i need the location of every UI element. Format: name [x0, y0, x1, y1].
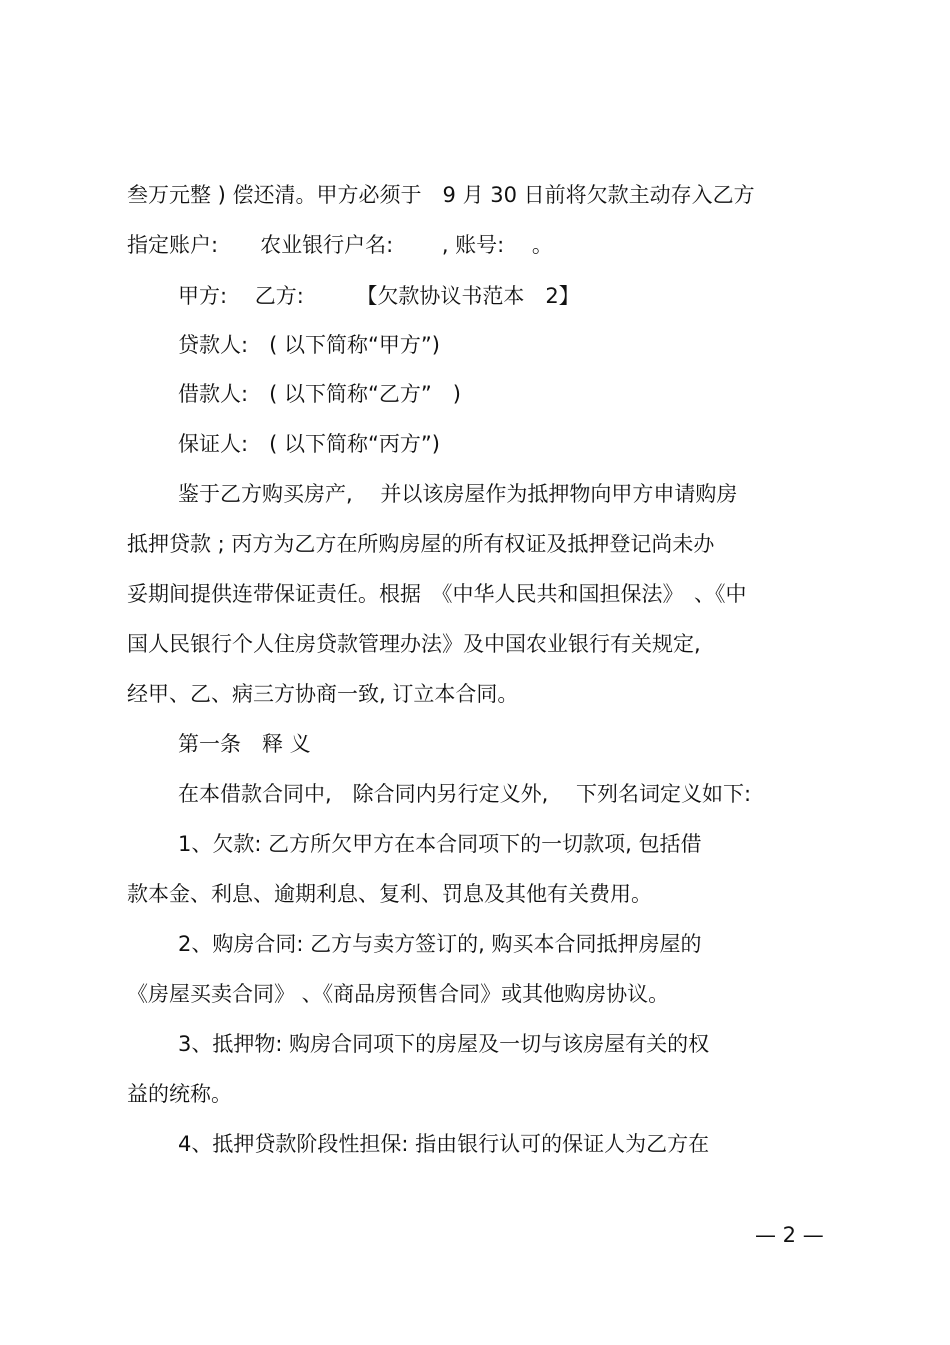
text-line: 指定账户: 农业银行户名: , 账号: 。	[127, 233, 553, 257]
text-line: 国人民银行个人住房贷款管理办法》及中国农业银行有关规定,	[127, 632, 701, 656]
text-line: 2、购房合同: 乙方与卖方签订的, 购买本合同抵押房屋的	[178, 932, 702, 956]
text-line: 借款人: ( 以下简称“乙方” )	[178, 382, 461, 406]
text-line: 经甲、乙、病三方协商一致, 订立本合同。	[127, 682, 519, 706]
text-line: 鉴于乙方购买房产, 并以该房屋作为抵押物向甲方申请购房	[178, 482, 738, 506]
text-line: 妥期间提供连带保证责任。根据 《中华人民共和国担保法》 、《中	[127, 582, 747, 606]
section-heading: 第一条 释 义	[178, 732, 311, 756]
text-line: 款本金、利息、逾期利息、复利、罚息及其他有关费用。	[127, 882, 652, 906]
text-line: 《房屋买卖合同》 、《商品房预售合同》或其他购房协议。	[127, 982, 670, 1006]
page-number: — 2 —	[755, 1223, 824, 1247]
text-line: 1、欠款: 乙方所欠甲方在本合同项下的一切款项, 包括借	[178, 832, 702, 856]
text-line: 保证人: ( 以下简称“丙方”)	[178, 432, 440, 456]
text-line: 3、抵押物: 购房合同项下的房屋及一切与该房屋有关的权	[178, 1032, 710, 1056]
text-line: 叁万元整 ) 偿还清。甲方必须于 9 月 30 日前将欠款主动存入乙方	[127, 183, 755, 207]
text-line: 甲方: 乙方: 【欠款协议书范本 2】	[178, 284, 580, 308]
text-line: 抵押贷款 ; 丙方为乙方在所购房屋的所有权证及抵押登记尚未办	[127, 532, 715, 556]
text-line: 4、抵押贷款阶段性担保: 指由银行认可的保证人为乙方在	[178, 1132, 710, 1156]
text-line: 贷款人: ( 以下简称“甲方”)	[178, 333, 440, 357]
text-line: 在本借款合同中, 除合同内另行定义外, 下列名词定义如下:	[178, 782, 752, 806]
text-line: 益的统称。	[127, 1082, 232, 1106]
